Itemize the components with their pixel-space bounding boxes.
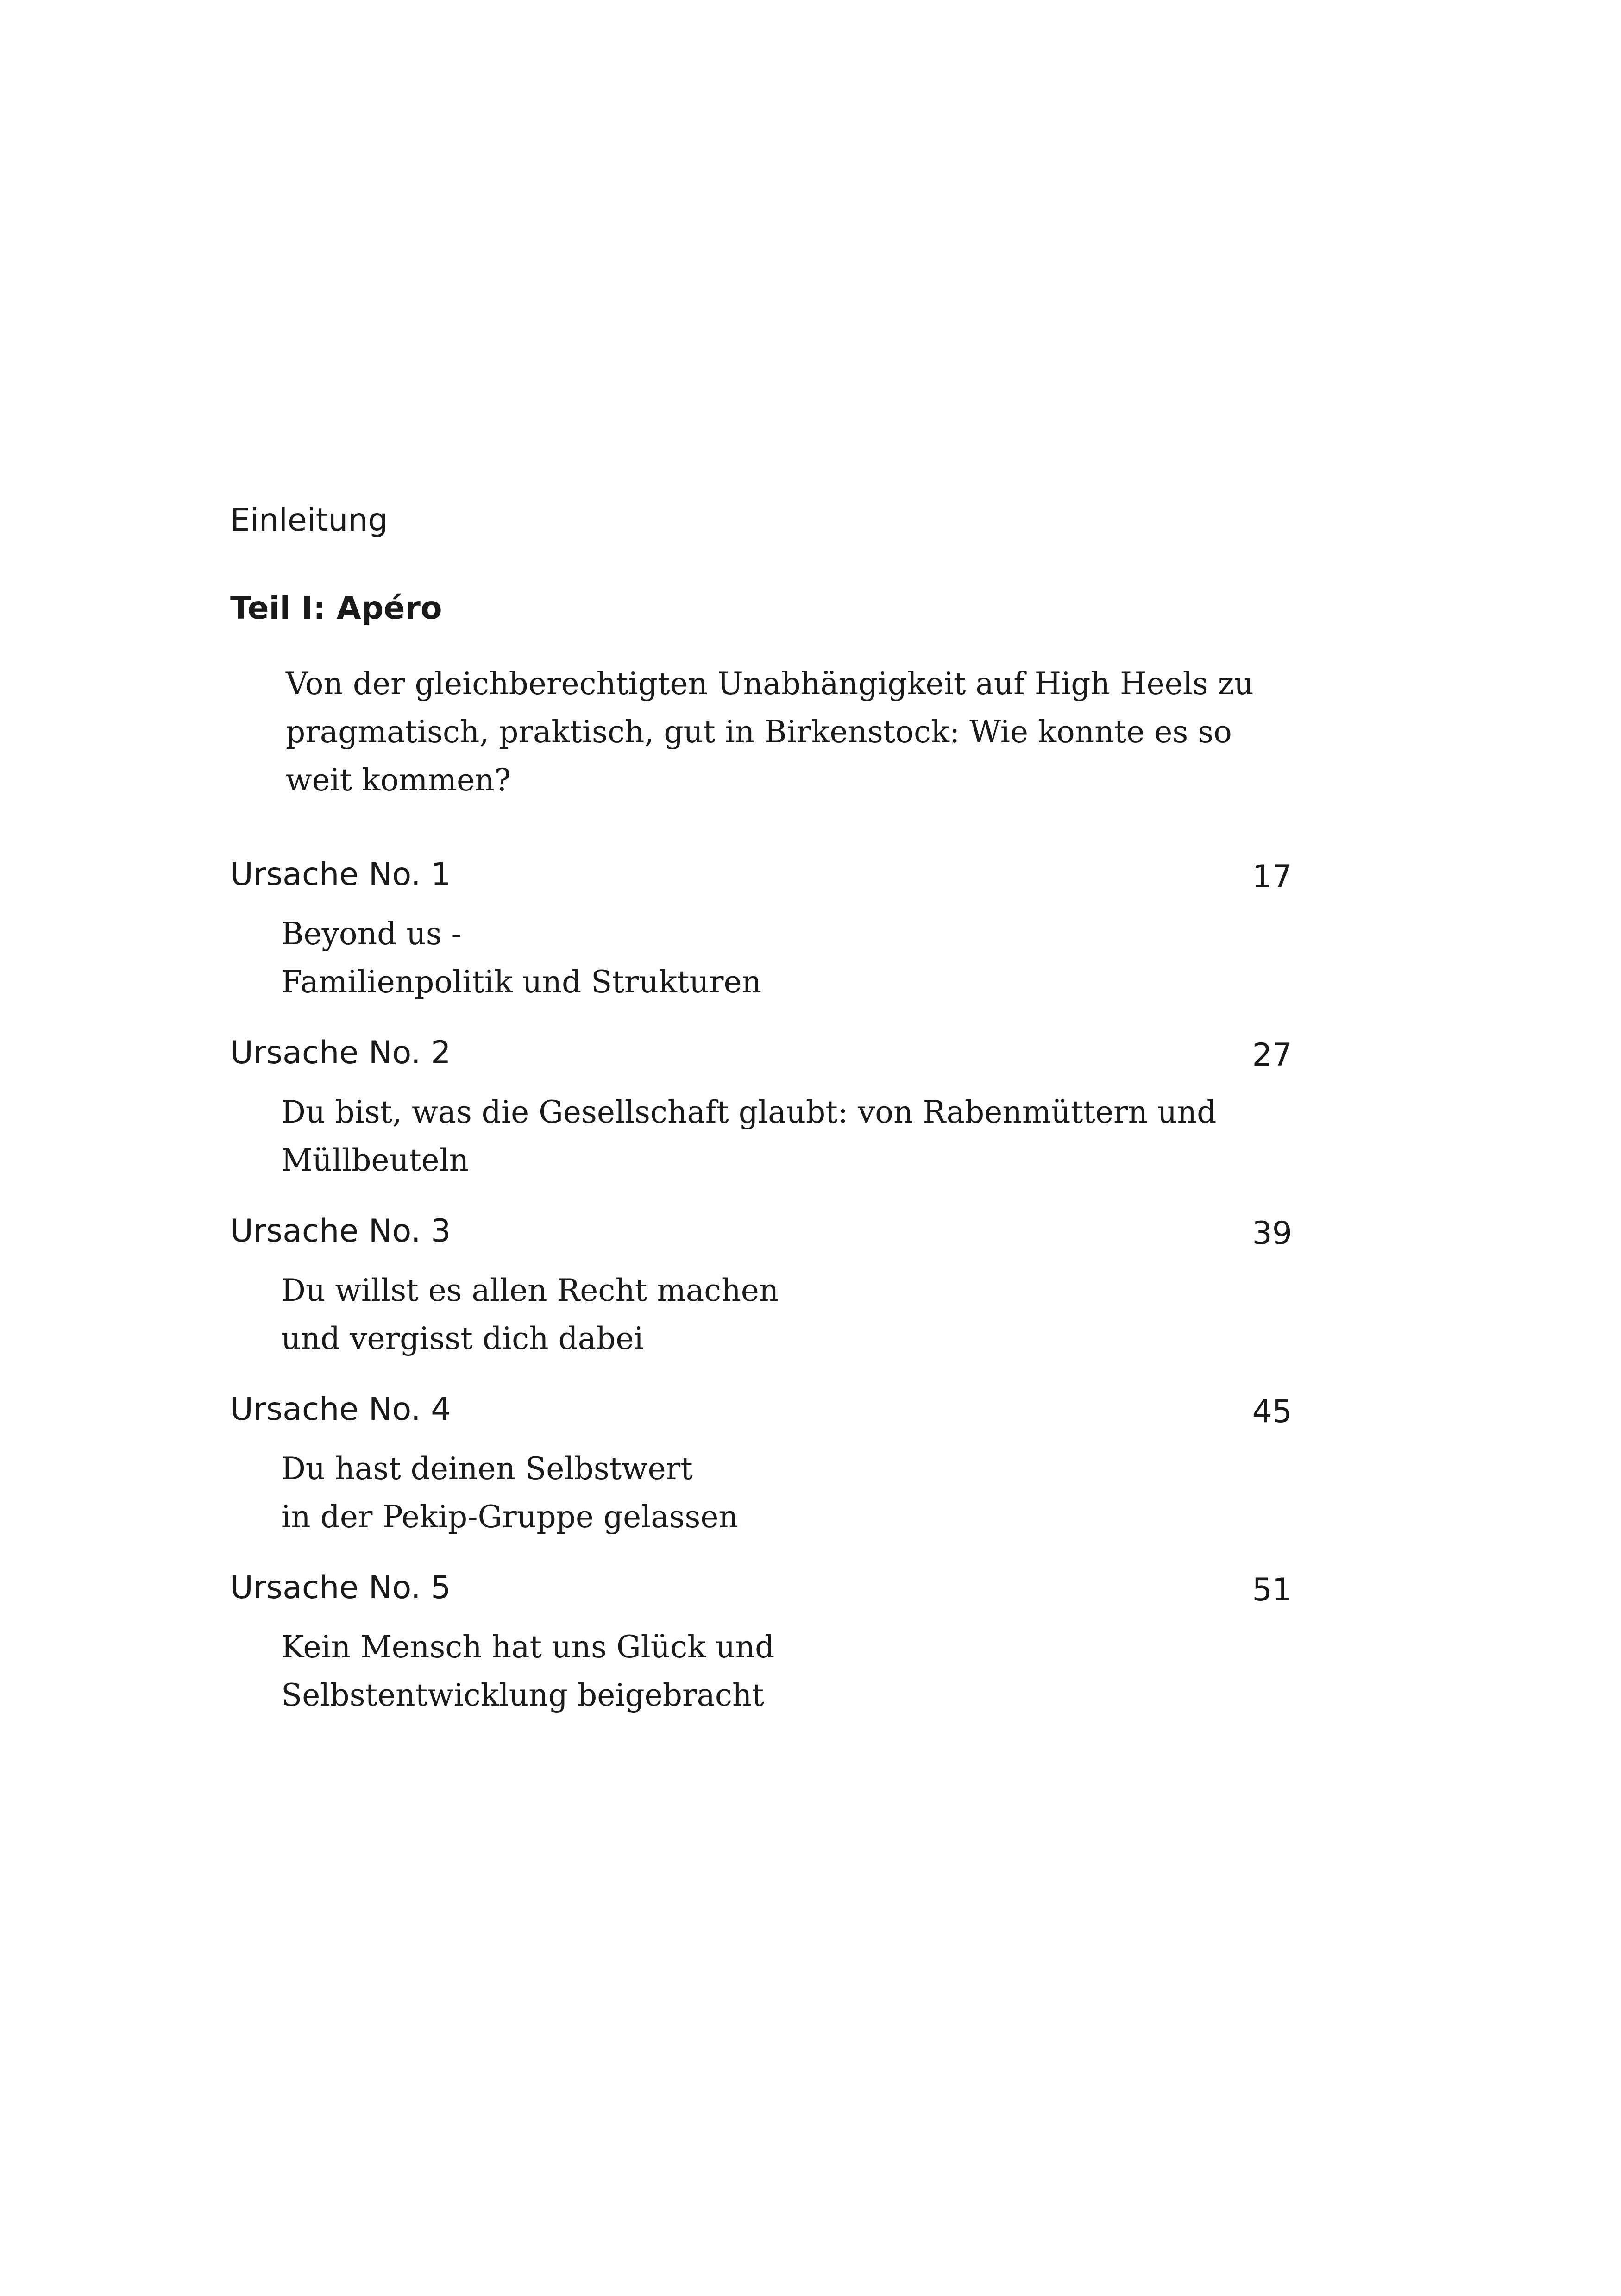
toc-entry-description-line: und vergisst dich dabei xyxy=(281,1321,644,1356)
toc-entry-title: Ursache No. 2 xyxy=(230,1035,451,1071)
toc-entry-description-line: Müllbeuteln xyxy=(281,1142,469,1178)
toc-entry-description-line: Du bist, was die Gesellschaft glaubt: von Rabenmüttern und xyxy=(281,1094,1217,1130)
toc-intro-title: Einleitung xyxy=(230,502,388,539)
toc-entry-description xyxy=(281,1623,774,1719)
toc-entry-page-number: 39 xyxy=(1252,1215,1292,1252)
toc-entry-description xyxy=(281,1088,1216,1185)
toc-entry-page-number: 17 xyxy=(1252,859,1292,895)
toc-entry-description xyxy=(281,910,761,1006)
toc-entry-description xyxy=(281,1267,779,1363)
toc-part1-description xyxy=(286,660,1254,804)
toc-entry-description xyxy=(281,1445,738,1541)
toc-entry-description-line: Selbstentwicklung beigebracht xyxy=(281,1677,764,1713)
toc-entry-title: Ursache No. 3 xyxy=(230,1213,451,1249)
toc-entry-page-number: 45 xyxy=(1252,1393,1292,1430)
toc-part1-title: Teil I: Apéro xyxy=(230,590,442,627)
toc-part1-description-line: Von der gleichberechtigten Unabhängigkeit auf High Heels zu xyxy=(286,666,1254,702)
toc-part1-description-line: weit kommen? xyxy=(286,762,511,798)
toc-part1-description-line: pragmatisch, praktisch, gut in Birkenstock: Wie konnte es so xyxy=(286,714,1232,750)
toc-entry-page-number: 51 xyxy=(1252,1572,1292,1608)
toc-entry-description-line: Du willst es allen Recht machen xyxy=(281,1273,779,1308)
toc-entry-description-line: Du hast deinen Selbstwert xyxy=(281,1451,693,1487)
toc-entry-description-line: Familienpolitik und Strukturen xyxy=(281,964,762,1000)
toc-entry-description-line: in der Pekip-Gruppe gelassen xyxy=(281,1499,738,1535)
toc-entry-title: Ursache No. 1 xyxy=(230,856,451,893)
toc-entry-description-line: Beyond us - xyxy=(281,916,462,952)
toc-entry-title: Ursache No. 4 xyxy=(230,1391,451,1428)
toc-entry-page-number: 27 xyxy=(1252,1037,1292,1073)
toc-entry-title: Ursache No. 5 xyxy=(230,1569,451,1606)
toc-entry-description-line: Kein Mensch hat uns Glück und xyxy=(281,1629,775,1665)
